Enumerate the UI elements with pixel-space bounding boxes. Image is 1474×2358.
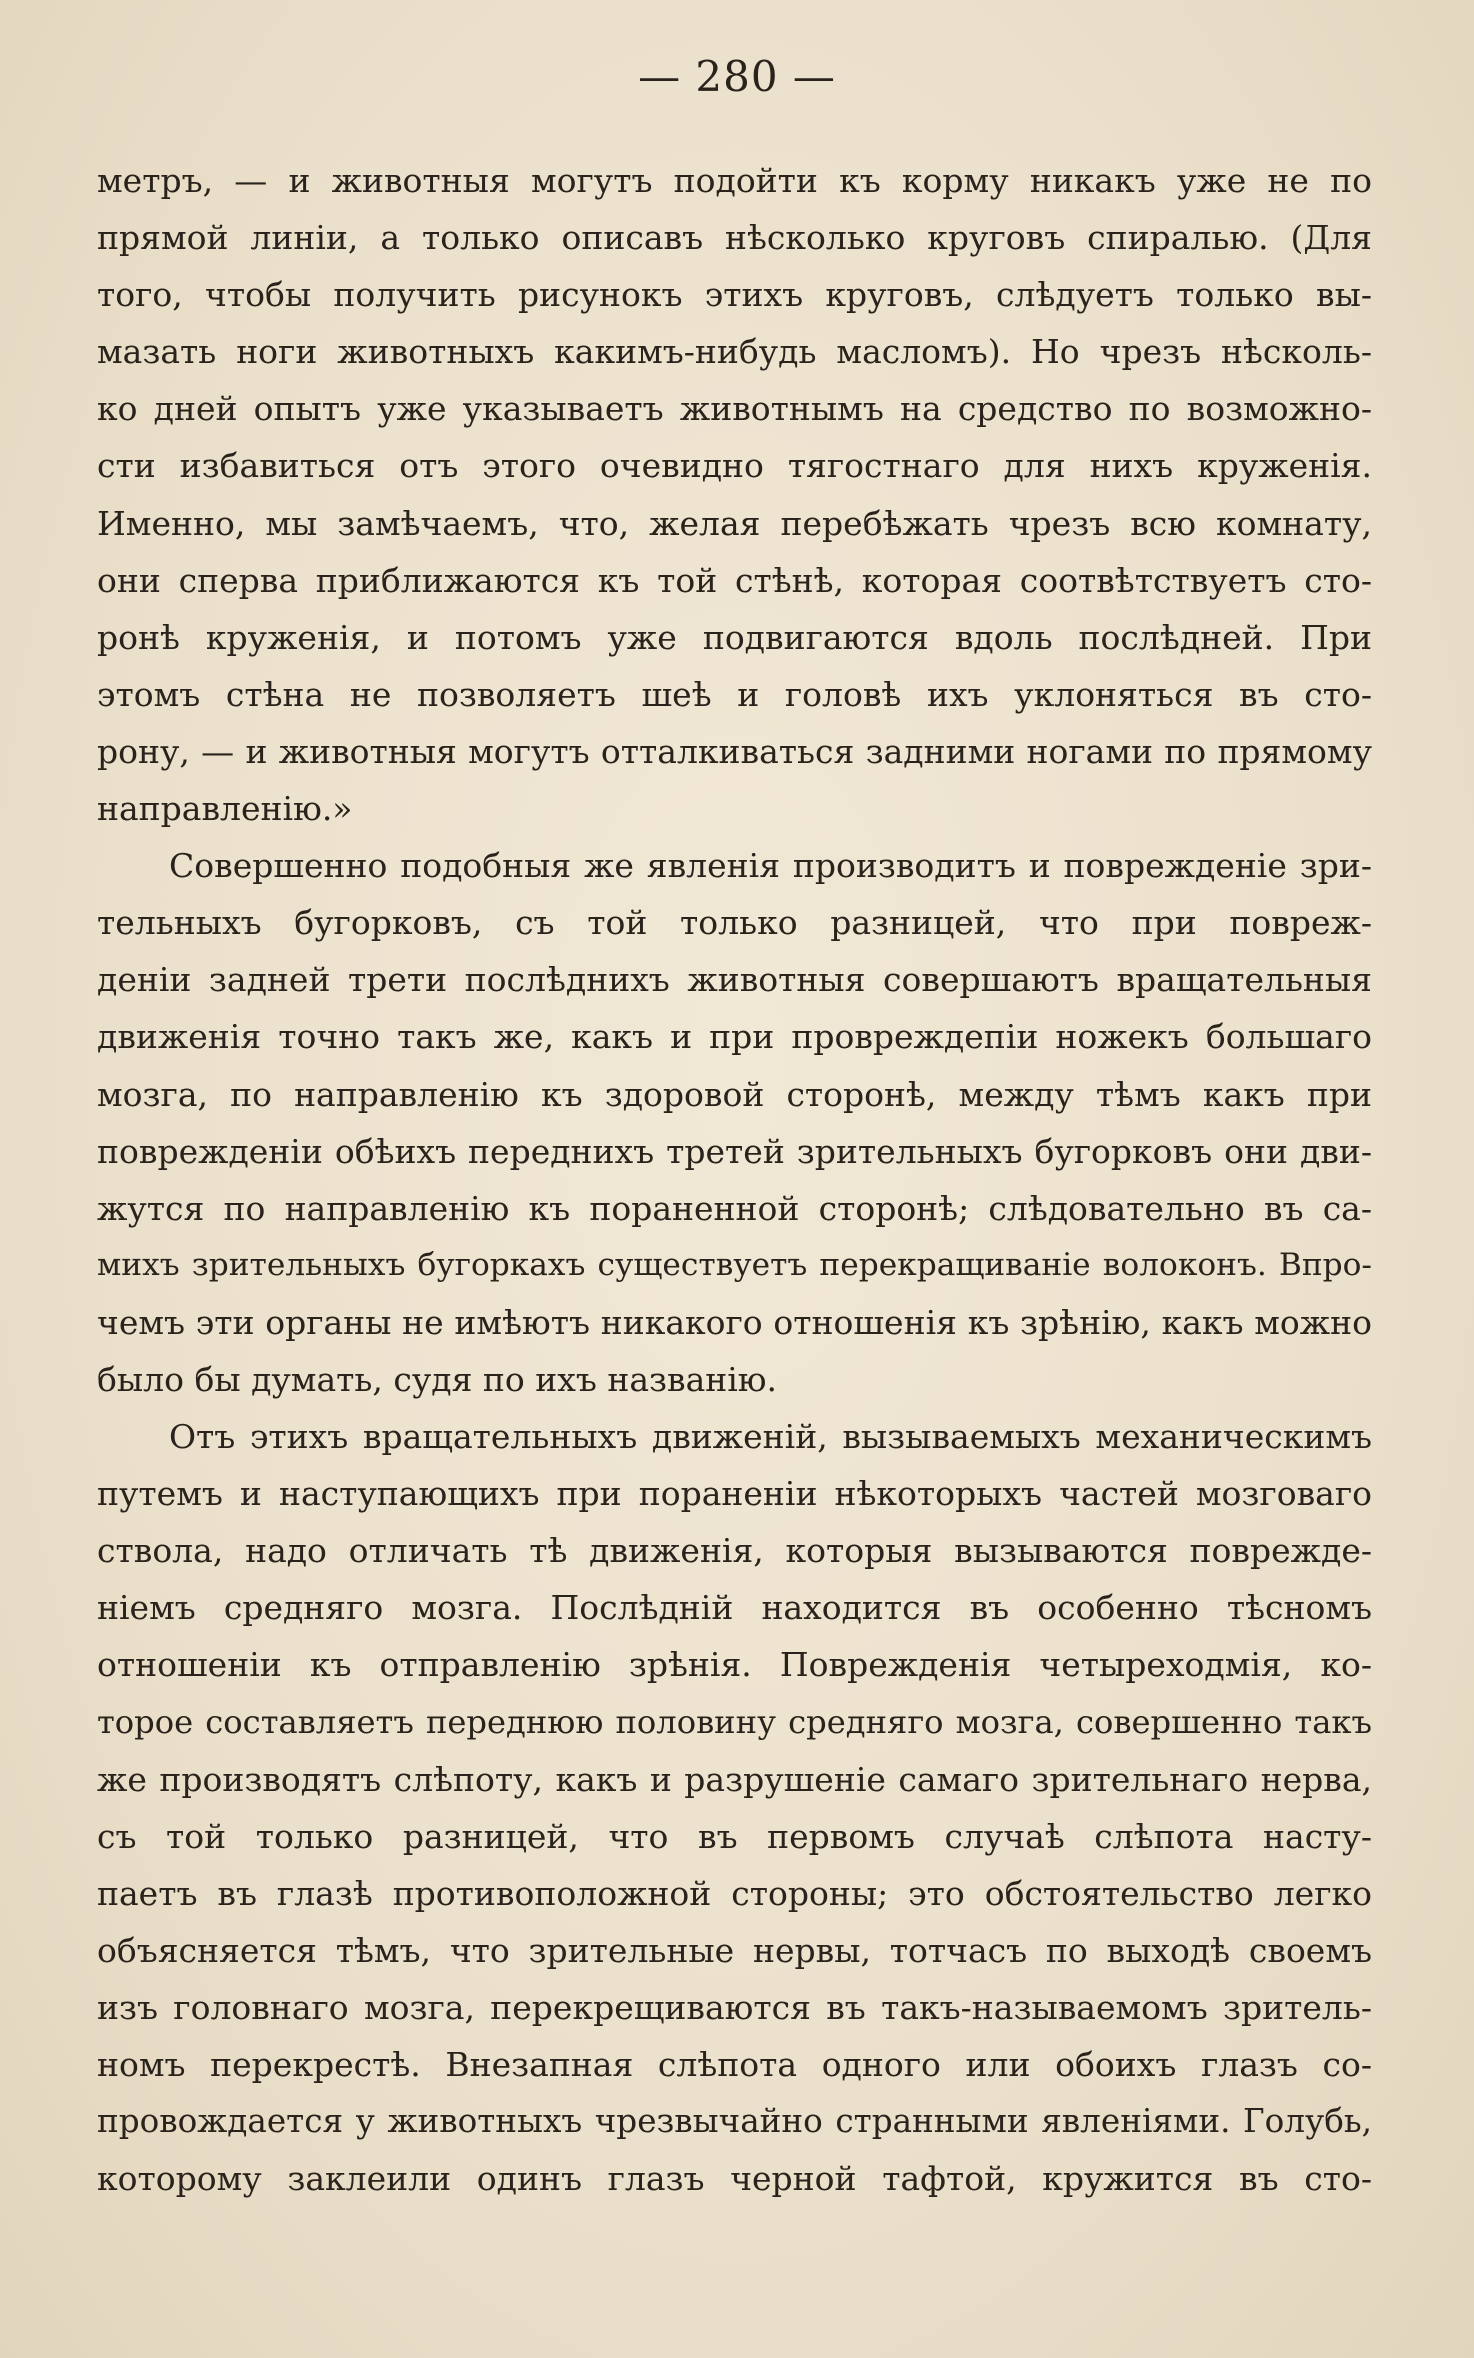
text-line: объясняется тѣмъ, что зрительные нервы, тотчасъ по выходѣ своемъ (97, 1930, 1372, 1970)
text-line: путемъ и наступающихъ при пораненіи нѣкоторыхъ частей мозговаго (97, 1474, 1372, 1514)
text-line: сти избавиться отъ этого очевидно тягостнаго для нихъ круженія. (97, 446, 1372, 486)
text-line: направленію.» (97, 789, 353, 829)
text-line: мозга, по направленію къ здоровой сторонѣ, между тѣмъ какъ при (97, 1074, 1372, 1114)
text-line: чемъ эти органы не имѣютъ никакого отношенія къ зрѣнію, какъ можно (97, 1302, 1372, 1342)
text-line: того, чтобы получить рисунокъ этихъ круговъ, слѣдуетъ только вы- (97, 275, 1372, 315)
text-line: провождается у животныхъ чрезвычайно странными явленіями. Голубь, (97, 2102, 1372, 2141)
text-line: жутся по направленію къ пораненной сторонѣ; слѣдовательно въ са- (97, 1188, 1372, 1228)
text-line: ко дней опытъ уже указываетъ животнымъ на средство по возможно- (97, 389, 1372, 429)
text-line: Отъ этихъ вращательныхъ движеній, вызываемыхъ механическимъ (169, 1417, 1372, 1457)
text-line: изъ головнаго мозга, перекрещиваются въ такъ-называемомъ зритель- (97, 1988, 1372, 2027)
text-line: было бы думать, судя по ихъ названію. (97, 1359, 778, 1399)
text-line: этомъ стѣна не позволяетъ шеѣ и головѣ ихъ уклоняться въ сто- (97, 674, 1372, 714)
paragraph-1 (97, 152, 1372, 837)
text-line: же производятъ слѣпоту, какъ и разрушеніе самаго зрительнаго нерва, (97, 1759, 1372, 1799)
body-text (97, 152, 1372, 2207)
text-line: деніи задней трети послѣднихъ животныя совершаютъ вращательныя (97, 960, 1372, 1000)
text-line: рону, — и животныя могутъ отталкиваться задними ногами по прямому (97, 731, 1372, 771)
text-line: прямой линіи, а только описавъ нѣсколько круговъ спиралью. (Для (97, 218, 1372, 258)
paragraph-3 (97, 1408, 1372, 2207)
text-line: ронѣ круженія, и потомъ уже подвигаются вдоль послѣдней. При (97, 617, 1372, 657)
text-line: поврежденіи обѣихъ переднихъ третей зрительныхъ бугорковъ они дви- (97, 1131, 1372, 1171)
page-number: — 280 — (638, 52, 836, 101)
text-line: ствола, надо отличать тѣ движенія, которыя вызываются поврежде- (97, 1531, 1372, 1571)
text-line: номъ перекрестѣ. Внезапная слѣпота одного или обоихъ глазъ со- (97, 2045, 1372, 2085)
text-line: мазать ноги животныхъ какимъ-нибудь масломъ). Но чрезъ нѣсколь- (97, 332, 1372, 372)
text-line: паетъ въ глазѣ противоположной стороны; это обстоятельство легко (97, 1873, 1372, 1913)
text-line: Именно, мы замѣчаемъ, что, желая перебѣжать чрезъ всю комнату, (97, 503, 1372, 543)
text-line: съ той только разницей, что въ первомъ случаѣ слѣпота насту- (97, 1816, 1372, 1856)
text-line: метръ, — и животныя могутъ подойти къ корму никакъ уже не по (97, 161, 1372, 200)
text-line: Совершенно подобныя же явленія производитъ и поврежденіе зри- (169, 846, 1372, 886)
text-line: движенія точно такъ же, какъ и при провреждепіи ножекъ большаго (97, 1017, 1372, 1057)
text-line: михъ зрительныхъ бугоркахъ существуетъ перекращиваніе волоконъ. Впро- (97, 1246, 1372, 1283)
text-line: тельныхъ бугорковъ, съ той только разницей, что при повреж- (97, 903, 1372, 943)
text-line: торое составляетъ переднюю половину средняго мозга, совершенно такъ (97, 1702, 1372, 1741)
text-line: отношеніи къ отправленію зрѣнія. Поврежденія четыреходмія, ко- (97, 1645, 1372, 1685)
text-line: которому заклеили одинъ глазъ черной тафтой, кружится въ сто- (97, 2159, 1372, 2199)
text-line: ніемъ средняго мозга. Послѣдній находится въ особенно тѣсномъ (97, 1588, 1372, 1628)
paragraph-2 (97, 837, 1372, 1408)
text-line: они сперва приближаются къ той стѣнѣ, которая соотвѣтствуетъ сто- (97, 560, 1372, 600)
